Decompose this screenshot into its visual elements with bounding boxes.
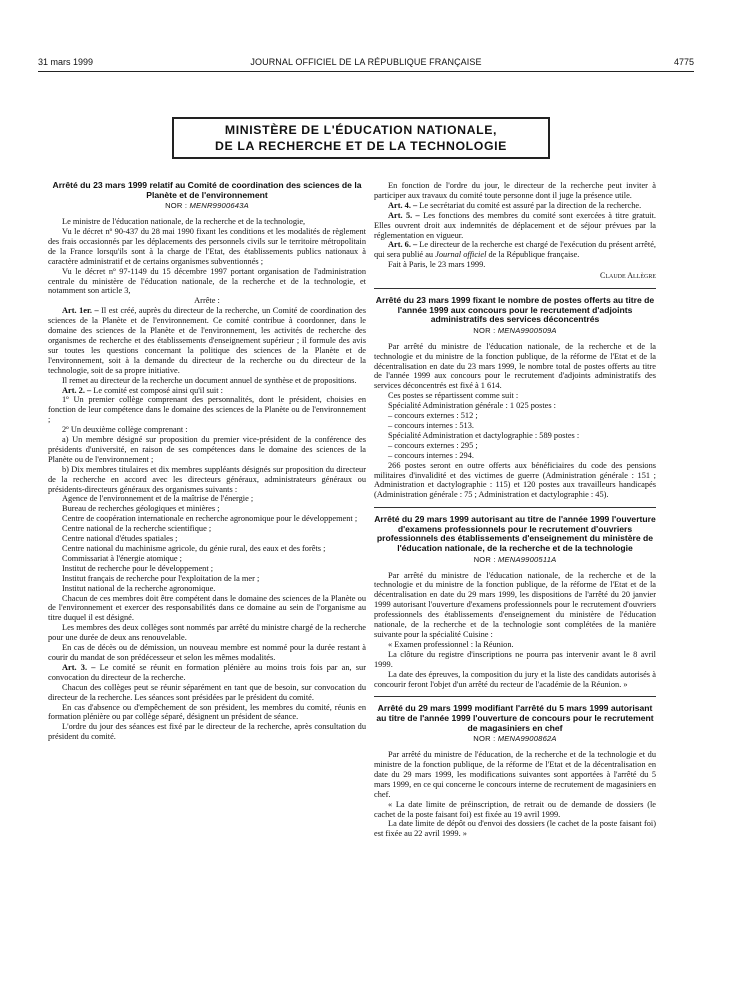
art1-label: Art. 1er. – bbox=[62, 306, 99, 316]
arrete1-title: Arrêté du 23 mars 1999 relatif au Comité de coordination des sciences de la Planète et de l'environnement bbox=[52, 180, 362, 200]
ministry-line-1: MINISTÈRE DE L'ÉDUCATION NATIONALE, bbox=[224, 123, 498, 137]
arrete2-title: Arrêté du 23 mars 1999 fixant le nombre de postes offerts au titre de l'année 1999 aux concours pour le recrutement d'adjoints administratifs des services déconcentrés bbox=[375, 295, 655, 325]
header-page-number: 4775 bbox=[673, 57, 694, 67]
arrete4-p1: Par arrêté du ministre de l'éducation, de la recherche et de la technologie et du ministre de la fonction publique, de la réforme de l'Etat et de la décentralisation en date du 29 mars 1999, les modifications suivantes sont apportées à l'arrêté du 5 mars 1999, en ce qui concerne le concours interne de recrutement de magasiniers en chef. bbox=[374, 750, 656, 799]
arrete3-p1: Par arrêté du ministre de l'éducation nationale, de la recherche et de la technologie et du ministre de la fonction publique, de la réforme de l'Etat et de la décentralisation en date du 29 mars 1999, les dispositions de l'arrêté du 20 janvier 1999 autorisant l'ouverture d'examens professionnels pour le recrutement d'ouvriers professionnels des établissements d'enseignement du ministère de l'éducation nationale, de la recherche et de la technologie sont complétées de la manière suivante pour la spécialité Cuisine : bbox=[374, 570, 656, 639]
arrete3-p4: La date des épreuves, la composition du jury et la liste des candidats autorisés à concourir feront l'objet d'un arrêté du recteur de l'académie de la Réunion. » bbox=[374, 669, 656, 689]
section-separator bbox=[374, 696, 656, 697]
arrete2-nor-label: NOR : bbox=[473, 325, 496, 335]
arrete3-nor bbox=[374, 555, 656, 565]
organisme-item: Institut national de la recherche agronomique. bbox=[62, 583, 216, 593]
arrete1-signature: Claude Allègre bbox=[600, 271, 656, 281]
arrete2-p5: – concours internes : 513. bbox=[388, 421, 474, 430]
arrete1-art6 bbox=[374, 240, 656, 260]
art6-label: Art. 6. – bbox=[388, 240, 418, 250]
art5-text: Les fonctions des membres du comité sont exercées à titre gratuit. Elles ouvrent droit aux indemnités de déplacement et de séjour prévues par la réglementation en vigueur. bbox=[374, 210, 657, 240]
arrete2-p4: – concours externes : 512 ; bbox=[388, 411, 478, 421]
art4-label: Art. 4. – bbox=[388, 200, 418, 210]
organisme-item: Centre de coopération internationale en recherche agronomique pour le développement ; bbox=[62, 514, 358, 524]
arrete1-art3-p4: L'ordre du jour des séances est fixé par le directeur de la recherche, après consultation du président du comité. bbox=[48, 722, 366, 742]
art6-text-a: Le directeur de la recherche est chargé de l'exécution du présent arrêté, qui sera publié au bbox=[374, 240, 656, 260]
arrete2-p3: Spécialité Administration générale : 1 025 postes : bbox=[388, 401, 556, 411]
arrete3-p2: « Examen professionnel : la Réunion. bbox=[388, 639, 514, 649]
arrete4-nor bbox=[374, 734, 656, 744]
arrete1-art3-p3: En cas d'absence ou d'empêchement de son président, les membres du comité, réunis en formation plénière ou par collège séparé, désignent un président de séance. bbox=[48, 702, 366, 722]
arrete4-nor-label: NOR : bbox=[473, 734, 496, 744]
arrete1-p3: Vu le décret nº 97-1149 du 15 décembre 1997 portant organisation de l'administration centrale du ministère de l'éducation nationale, de la recherche et de la technologie, et notamment son article 3, bbox=[48, 266, 366, 296]
section-separator bbox=[374, 507, 656, 508]
arrete1-art4 bbox=[374, 201, 656, 211]
art5-label: Art. 5. – bbox=[388, 210, 420, 220]
arrete1-art3 bbox=[48, 663, 366, 683]
header-journal-title: JOURNAL OFFICIEL DE LA RÉPUBLIQUE FRANÇAISE bbox=[250, 57, 482, 67]
arrete1-art1-p2: Il remet au directeur de la recherche un document annuel de synthèse et de propositions. bbox=[62, 375, 357, 385]
arrete2-nor-code: MENA9900509A bbox=[497, 325, 557, 335]
arrete1-art2-p4: Les membres des deux collèges sont nommés par arrêté du ministre chargé de la recherche pour une durée de deux ans renouvelable. bbox=[48, 623, 366, 643]
organisme-item: Bureau de recherches géologiques et minières ; bbox=[62, 504, 220, 514]
section-separator bbox=[374, 288, 656, 289]
arrete1-fait: Fait à Paris, le 23 mars 1999. bbox=[388, 260, 486, 270]
page-header bbox=[38, 57, 694, 69]
art4-text: Le secrétariat du comité est assuré par la direction de la recherche. bbox=[419, 200, 642, 210]
arrete1-art3-p5: En fonction de l'ordre du jour, le directeur de la recherche peut inviter à participer aux travaux du comité toute personne dont il juge la présence utile. bbox=[374, 181, 656, 200]
arrete1-art2-a: a) Un membre désigné sur proposition du premier vice-président de la conférence des présidents d'université, en raison de ses compétences dans le domaine des sciences de la Planète ou de l'environnement ; bbox=[48, 435, 366, 464]
arrete1-art3-p2: Chacun des collèges peut se réunir séparément en tant que de besoin, sur convocation du directeur de la recherche. Les séances sont présidées par le président du comité. bbox=[48, 682, 366, 702]
arrete3-p3: La clôture du registre d'inscriptions ne pourra pas intervenir avant le 8 avril 1999. bbox=[374, 649, 656, 669]
organisme-item: Commissariat à l'énergie atomique ; bbox=[62, 553, 182, 563]
arrete1-art2-2: 2º Un deuxième collège comprenant : bbox=[62, 425, 188, 435]
arrete2-p2: Ces postes se répartissent comme suit : bbox=[388, 391, 519, 401]
arrete1-p1: Le ministre de l'éducation nationale, de la recherche et de la technologie, bbox=[62, 217, 306, 227]
arrete1-nor-code: MENR9900643A bbox=[189, 201, 249, 211]
art3-text: Le comité se réunit en formation plénière au moins trois fois par an, sur convocation du directeur de la recherche. bbox=[48, 662, 366, 682]
arrete4-p2: « La date limite de préinscription, de retrait ou de demande de dossiers (le cachet de la poste faisant foi) est fixée au 19 avril 1999. bbox=[374, 799, 656, 819]
organisme-item: Institut de recherche pour le développement ; bbox=[62, 563, 214, 573]
organismes-list bbox=[48, 494, 366, 593]
arrete2-p1: Par arrêté du ministre de l'éducation nationale, de la recherche et de la technologie et du ministre de la fonction publique, de la réforme de l'Etat et de la décentralisation en date du 23 mars 1999, le nombre total de postes offerts au titre de l'année 1999 aux concours pour le recrutement d'adjoints administratifs des services déconcentrés est fixé à 1 614. bbox=[374, 341, 656, 391]
header-rule bbox=[38, 71, 694, 72]
arrete2-p6: Spécialité Administration et dactylographie : 589 postes : bbox=[388, 430, 580, 440]
arrete1-art5 bbox=[374, 211, 656, 241]
ministry-line-2: DE LA RECHERCHE ET DE LA TECHNOLOGIE bbox=[215, 139, 507, 153]
art6-text-b: de la République française. bbox=[486, 250, 580, 260]
organisme-item: Institut français de recherche pour l'exploitation de la mer ; bbox=[62, 573, 260, 583]
left-column bbox=[48, 181, 366, 742]
art1-text: Il est créé, auprès du directeur de la recherche, un Comité de coordination des sciences de la Planète et de l'environnement. Ce comité contribue à coordonner, dans le domaine des sciences de la Planète et de l'environnement, les activités de recherche des organismes de recherche et des établissements d'enseignement supérieur ; il formule des avis sur toutes les questions concernant la politique des sciences de la Planète et de l'environnement, soit à la demande du directeur de la recherche ou du directeur de la technologie, soit de sa propre initiative. bbox=[48, 306, 366, 375]
organisme-item: Centre national du machinisme agricole, du génie rural, des eaux et des forêts ; bbox=[62, 544, 326, 553]
arrete1-nor-label: NOR : bbox=[165, 201, 188, 211]
art2-text: Le comité est composé ainsi qu'il suit : bbox=[93, 385, 223, 395]
arrete4-p3: La date limite de dépôt ou d'envoi des dossiers (le cachet de la poste faisant foi) est fixée au 22 avril 1999. » bbox=[374, 819, 656, 839]
art3-label: Art. 3. – bbox=[62, 662, 96, 672]
art2-label: Art. 2. – bbox=[62, 385, 92, 395]
organisme-item: Centre national d'études spatiales ; bbox=[62, 534, 178, 544]
arrete1-art2-1: 1º Un premier collège comprenant des personnalités, dont le président, choisies en fonction de leur compétence dans le domaine des sciences de la Planète ou de l'environnement ; bbox=[48, 395, 366, 425]
arrete4-title: Arrêté du 29 mars 1999 modifiant l'arrêté du 5 mars 1999 autorisant au titre de l'année 1999 l'ouverture de concours pour le recrutement de magasiniers en chef bbox=[376, 703, 654, 733]
arrete2-p9: 266 postes seront en outre offerts aux bénéficiaires du code des pensions militaires d'invalidité et des victimes de guerre (Administration générale : 151 ; Administration et dactylographie : 115) et 120 postes aux travailleurs handicapés (Administration générale : 75 ; Administration et dactylographie : 45). bbox=[374, 460, 656, 500]
arrete2-p7: – concours externes : 295 ; bbox=[388, 440, 478, 450]
art6-journal-officiel: Journal officiel bbox=[435, 250, 487, 260]
arrete2-nor bbox=[374, 326, 656, 336]
arrete1-art2 bbox=[48, 386, 366, 396]
arrete3-nor-label: NOR : bbox=[473, 554, 496, 564]
organisme-item: Agence de l'environnement et de la maîtrise de l'énergie ; bbox=[62, 494, 254, 504]
arrete1-nor bbox=[48, 201, 366, 211]
header-date: 31 mars 1999 bbox=[38, 57, 94, 67]
arrete1-arrete: Arrête : bbox=[194, 296, 220, 306]
organisme-item: Centre national de la recherche scientifique ; bbox=[62, 524, 212, 534]
arrete1-art2-p3: Chacun de ces membres doit être compétent dans le domaine des sciences de la Planète ou de l'environnement et exercer des responsabilités dans ce domaine au sein de l'organisme au titre duquel il est désigné. bbox=[48, 593, 366, 623]
arrete1-art2-b: b) Dix membres titulaires et dix membres suppléants désignés sur proposition du directeur de la recherche en accord avec les directeurs généraux, administrateurs généraux ou présidents-directeurs généraux des organismes suivants : bbox=[48, 464, 366, 494]
arrete2-p8: – concours internes : 294. bbox=[388, 450, 474, 460]
arrete3-nor-code: MENA9900511A bbox=[498, 554, 557, 564]
arrete1-art2-p5: En cas de décès ou de démission, un nouveau membre est nommé pour la durée restant à courir du mandat de son prédécesseur et selon les mêmes modalités. bbox=[48, 643, 366, 662]
arrete4-nor-code: MENA9900862A bbox=[497, 734, 557, 744]
arrete3-title: Arrêté du 29 mars 1999 autorisant au titre de l'année 1999 l'ouverture d'examens professionnels pour le recrutement d'ouvriers professionnels des établissements d'enseignement du ministère de l'éducation nationale, de la recherche et de la technologie bbox=[374, 514, 656, 554]
arrete1-p2: Vu le décret nº 90-437 du 28 mai 1990 fixant les conditions et les modalités de règlement des frais occasionnés par les déplacements des personnels civils sur le territoire métropolitain de la France lorsqu'ils sont à la charge de l'Etat, des établissements publics nationaux à caractère administratif et de certains organismes subventionnés ; bbox=[48, 227, 366, 266]
arrete1-art1 bbox=[48, 306, 366, 375]
right-column bbox=[374, 181, 656, 839]
ministry-box bbox=[172, 117, 550, 159]
